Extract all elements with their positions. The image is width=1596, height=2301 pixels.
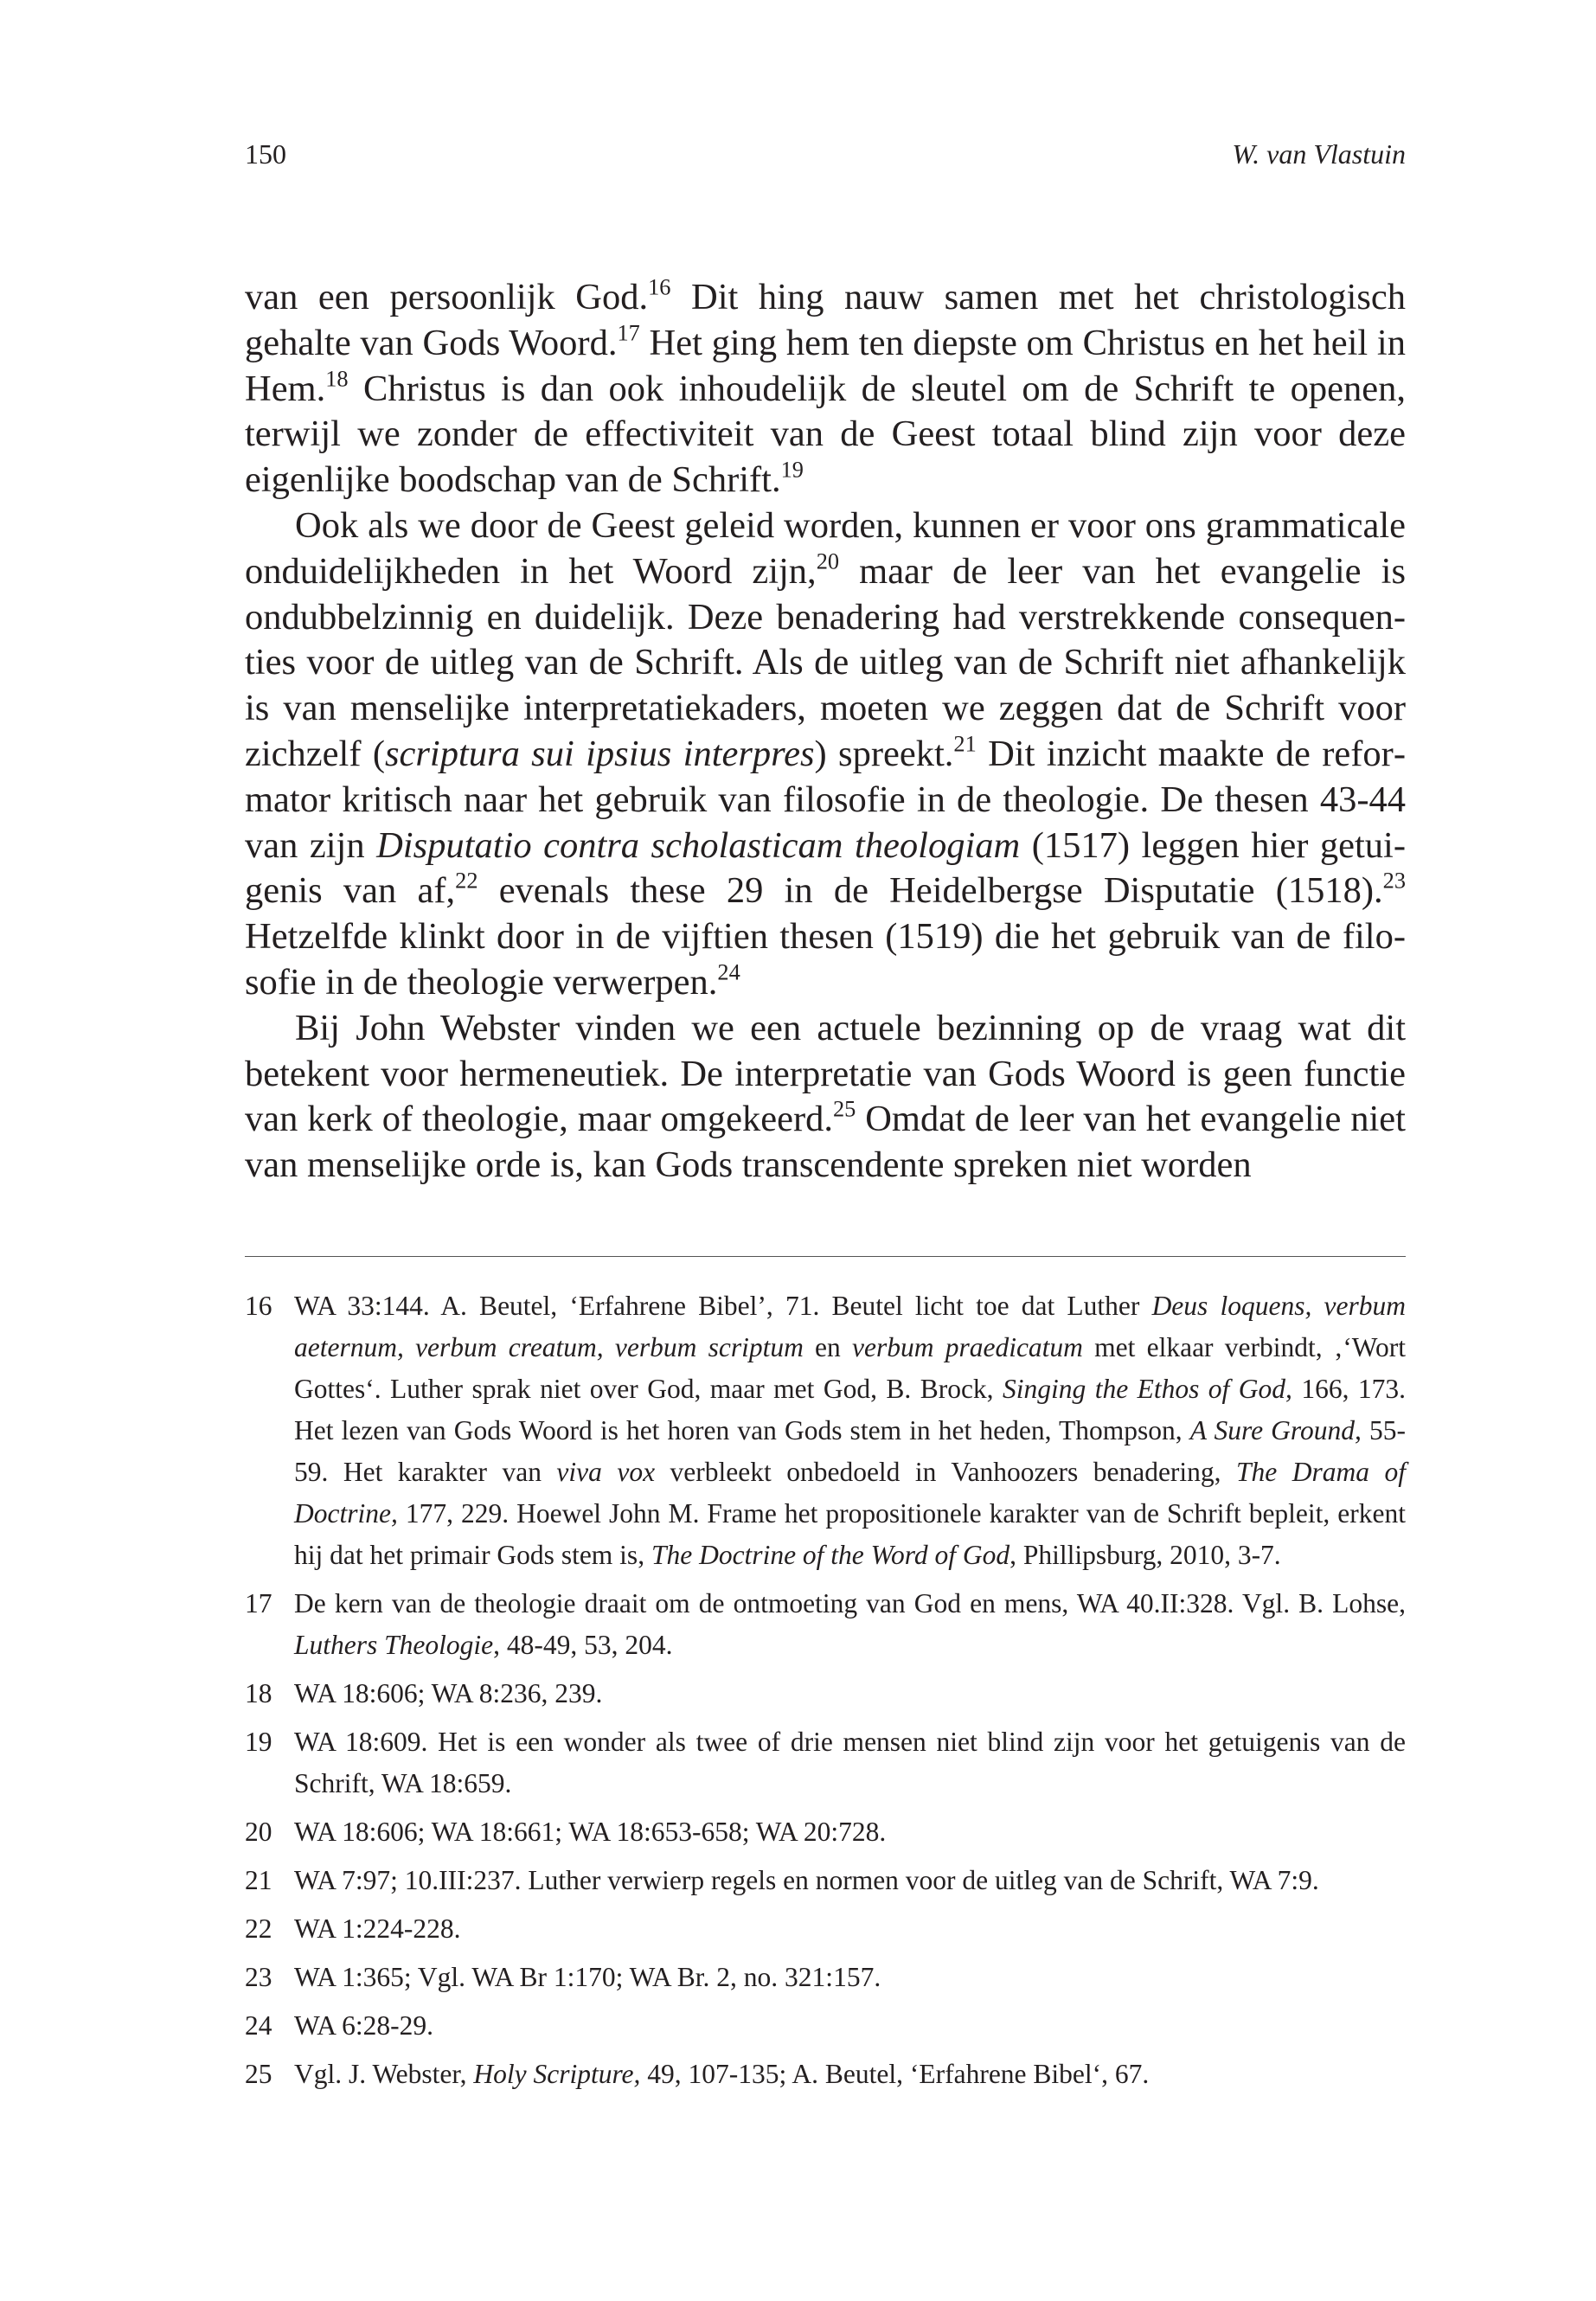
text-run: Ook als we door de Geest geleid worden, kunnen er voor ons grammaticale onduidelijkheden in het Woord zijn, (245, 504, 1406, 592)
text-run: Vgl. J. Webster, (294, 2059, 474, 2089)
paragraph (245, 503, 1406, 1006)
footnote-number: 18 (245, 1678, 272, 1708)
footnote-ref: 25 (832, 1097, 856, 1123)
footnotes (245, 1285, 1406, 2102)
footnote-text (294, 2054, 1406, 2095)
text-run: en (803, 1332, 853, 1362)
italic-text: Singing the Ethos of God, (1003, 1374, 1292, 1404)
footnote (245, 1285, 1406, 1576)
footnote-number: 23 (245, 1962, 272, 1992)
running-head: W. van Vlastuin (1232, 138, 1406, 170)
page-number: 150 (245, 138, 286, 170)
text-run: maar de leer van het evangelie is ondubbelzinnig en duidelijk. Deze benadering had verstrekkende consequenties voor de uitleg van de Schrift. Als de uitleg van de Schrift niet afhankelijk is van menselijke interpretatiekaders, moeten we zeggen dat de Schrift voor zichzelf ( (245, 550, 1406, 774)
footnote-text (294, 1583, 1406, 1666)
footnote (245, 1811, 1406, 1853)
footnote-ref: 22 (455, 868, 478, 894)
text-run: WA 18:606; WA 8:236, 239. (294, 1678, 603, 1708)
footnote (245, 1908, 1406, 1950)
footnote-ref: 19 (780, 457, 804, 483)
footnote-ref: 23 (1382, 868, 1406, 894)
text-run: 166, 173. Het lezen van Gods Woord is het horen van Gods stem in het heden, Thompson, (294, 1374, 1406, 1445)
text-run: met elkaar verbindt, ‚‘Wort Gottes‘. Luther sprak niet over God, maar met God, B. Brock, (294, 1332, 1407, 1404)
text-run: WA 1:365; Vgl. WA Br 1:170; WA Br. 2, no. 321:157. (294, 1962, 881, 1992)
text-run: verbleekt onbedoeld in Vanhoozers benadering, (655, 1457, 1237, 1487)
footnote-text (294, 1860, 1406, 1901)
italic-text: Deus loquens, verbum aeternum, verbum creatum, verbum scriptum (294, 1291, 1406, 1362)
footnote-number: 17 (245, 1588, 272, 1618)
footnote-number: 20 (245, 1817, 272, 1847)
text-run: Christus is dan ook inhoudelijk de sleutel om de Schrift te openen, terwijl we zonder de effectiviteit van de Geest totaal blind zijn voor deze eigenlijke boodschap van de Schrift. (245, 368, 1406, 501)
text-run: WA 18:606; WA 18:661; WA 18:653-658; WA 20:728. (294, 1817, 887, 1847)
text-run: WA 18:609. Het is een wonder als twee of drie mensen niet blind zijn voor het getuigenis van de Schrift, WA 18:659. (294, 1727, 1406, 1798)
footnote-number: 24 (245, 2010, 272, 2041)
footnote (245, 1673, 1406, 1715)
text-run: De kern van de theologie draait om de ontmoeting van God en mens, WA 40.II:328. Vgl. B. Lohse, (294, 1588, 1406, 1618)
footnote-separator (245, 1256, 1406, 1257)
italic-text: scriptura sui ipsius interpres (384, 733, 815, 774)
footnote-number: 25 (245, 2059, 272, 2089)
italic-text: viva vox (556, 1457, 656, 1487)
footnote-number: 19 (245, 1727, 272, 1757)
text-run: ) spreekt. (814, 733, 954, 774)
footnote-ref: 20 (816, 548, 840, 574)
footnote-number: 16 (245, 1291, 272, 1321)
text-run: Hetzelfde klinkt door in de vijftien thesen (1519) die het gebruik van de filosofie in de theologie verwerpen. (245, 916, 1406, 1003)
text-run: 55-59. Het karakter van (294, 1415, 1406, 1487)
footnote-number: 21 (245, 1865, 272, 1895)
footnote-ref: 18 (325, 366, 349, 392)
text-run: evenals these 29 in de Heidelbergse Disputatie (1518). (478, 870, 1383, 912)
text-run: , Phillipsburg, 2010, 3-7. (1010, 1540, 1281, 1570)
text-run: WA 6:28-29. (294, 2010, 433, 2041)
footnote-text (294, 1908, 1406, 1950)
footnote-ref: 21 (953, 731, 977, 757)
footnote (245, 2005, 1406, 2047)
text-run: Dit inzicht maakte de reformator kritisch naar het gebruik van filosofie in de theologie. De thesen 43-44 van zijn (245, 733, 1406, 866)
paragraph (245, 1006, 1406, 1189)
body-text (245, 275, 1406, 1189)
text-run: (1517) leggen hier getuigenis van af, (245, 824, 1407, 912)
text-run: Omdat de leer van het evangelie niet van menselijke orde is, kan Gods transcendente spreken niet worden (245, 1099, 1406, 1186)
footnote (245, 1583, 1406, 1666)
footnote (245, 1860, 1406, 1901)
italic-text: The Drama of Doctrine, (294, 1457, 1406, 1529)
footnote-text (294, 1721, 1406, 1804)
text-run: Bij John Webster vinden we een actuele bezinning op de vraag wat dit betekent voor hermeneutiek. De interpretatie van Gods Woord is geen functie van kerk of theologie, maar omgekeerd. (245, 1007, 1406, 1140)
text-run: , 48-49, 53, 204. (493, 1630, 673, 1660)
footnote-text (294, 1957, 1406, 1998)
italic-text: Disputatio contra scholasticam theologiam (376, 824, 1021, 866)
footnote-text (294, 1285, 1406, 1576)
footnote-text (294, 1673, 1406, 1715)
page-header (245, 138, 1406, 176)
text-run: Dit hing nauw samen met het christologisch gehalte van Gods Woord. (245, 277, 1406, 363)
text-run: 49, 107-135; A. Beutel, ‘Erfahrene Bibel‘, 67. (640, 2059, 1150, 2089)
footnote (245, 1957, 1406, 1998)
footnote-ref: 24 (717, 959, 740, 985)
text-run: WA 1:224-228. (294, 1913, 461, 1944)
italic-text: Luthers Theologie (294, 1630, 494, 1660)
footnote-ref: 16 (648, 274, 671, 300)
footnote (245, 2054, 1406, 2095)
text-run: WA 33:144. A. Beutel, ‘Erfahrene Bibel’, 71. Beutel licht toe dat Luther (294, 1291, 1152, 1321)
text-run: 177, 229. Hoewel John M. Frame het propositionele karakter van de Schrift bepleit, erkent hij dat het primair Gods stem is, (294, 1498, 1406, 1570)
footnote (245, 1721, 1406, 1804)
footnote-text (294, 1811, 1406, 1853)
footnote-ref: 17 (617, 320, 640, 346)
text-run: WA 7:97; 10.III:237. Luther verwierp regels en normen voor de uitleg van de Schrift, WA 7:9. (294, 1865, 1319, 1895)
italic-text: verbum praedicatum (852, 1332, 1083, 1362)
footnote-text (294, 2005, 1406, 2047)
text-run: Het ging hem ten diepste om Christus en het heil in Hem. (245, 322, 1406, 409)
paragraph (245, 275, 1406, 503)
italic-text: A Sure Ground, (1189, 1415, 1362, 1445)
italic-text: Holy Scripture, (473, 2059, 641, 2089)
footnote-number: 22 (245, 1913, 272, 1944)
text-run: van een persoonlijk God. (245, 277, 649, 317)
italic-text: The Doctrine of the Word of God (651, 1540, 1010, 1570)
